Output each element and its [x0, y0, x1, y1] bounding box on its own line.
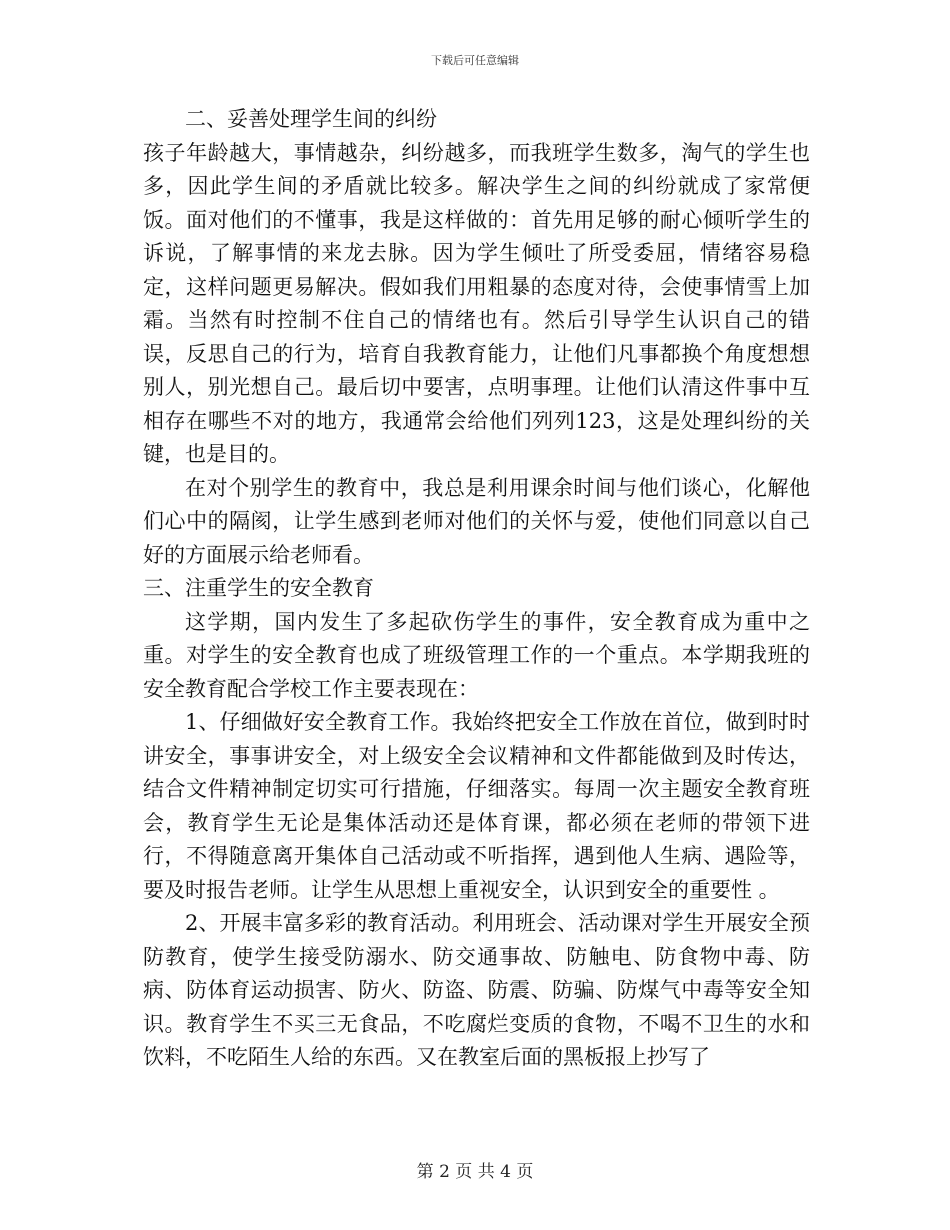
paragraph-4: 1、仔细做好安全教育工作。我始终把安全工作放在首位，做到时时讲安全，事事讲安全，对上级安全会议精神和文件都能做到及时传达，结合文件精神制定切实可行措施，仔细落实。每周一次主题安全教育班会，教育学生无论是集体活动还是体育课，都必须在老师的带领下进行，不得随意离开集体自己活动或不听指挥，遇到他人生病、遇险等，要及时报告老师。让学生从思想上重视安全，认识到安全的重要性 。 [143, 710, 810, 902]
paragraph-1: 孩子年龄越大，事情越杂，纠纷越多，而我班学生数多，淘气的学生也多，因此学生间的矛盾就比较多。解决学生之间的纠纷就成了家常便饭。面对他们的不懂事，我是这样做的：首先用足够的耐心倾听学生的诉说，了解事情的来龙去脉。因为学生倾吐了所受委屈，情绪容易稳定，这样问题更易解决。假如我们用粗暴的态度对待，会使事情雪上加霜。当然有时控制不住自己的情绪也有。然后引导学生认识自己的错误，反思自己的行为，培育自我教育能力，让他们凡事都换个角度想想别人，别光想自己。最后切中要害，点明事理。让他们认清这件事中互相存在哪些不对的地方，我通常会给他们列列123，这是处理纠纷的关键，也是目的。 [143, 140, 810, 466]
paragraph-3: 这学期，国内发生了多起砍伤学生的事件，安全教育成为重中之重。对学生的安全教育也成了班级管理工作的一个重点。本学期我班的安全教育配合学校工作主要表现在： [143, 609, 810, 701]
section-heading-2: 二、妥善处理学生间的纠纷 [185, 107, 437, 131]
page-footer: 第 2 页 共 4 页 [416, 1162, 534, 1182]
page-content [143, 103, 810, 1075]
page-header: 下载后可任意编辑 [431, 54, 519, 67]
paragraph-2: 在对个别学生的教育中，我总是利用课余时间与他们谈心，化解他们心中的隔阂，让学生感到老师对他们的关怀与爱，使他们同意以自己好的方面展示给老师看。 [143, 475, 810, 567]
section-heading-3: 三、注重学生的安全教育 [143, 576, 374, 600]
paragraph-5: 2、开展丰富多彩的教育活动。利用班会、活动课对学生开展安全预防教育，使学生接受防溺水、防交通事故、防触电、防食物中毒、防病、防体育运动损害、防火、防盗、防震、防骗、防煤气中毒等安全知识。教育学生不买三无食品，不吃腐烂变质的食物，不喝不卫生的水和饮料，不吃陌生人给的东西。又在教室后面的黑板报上抄写了 [143, 911, 810, 1069]
